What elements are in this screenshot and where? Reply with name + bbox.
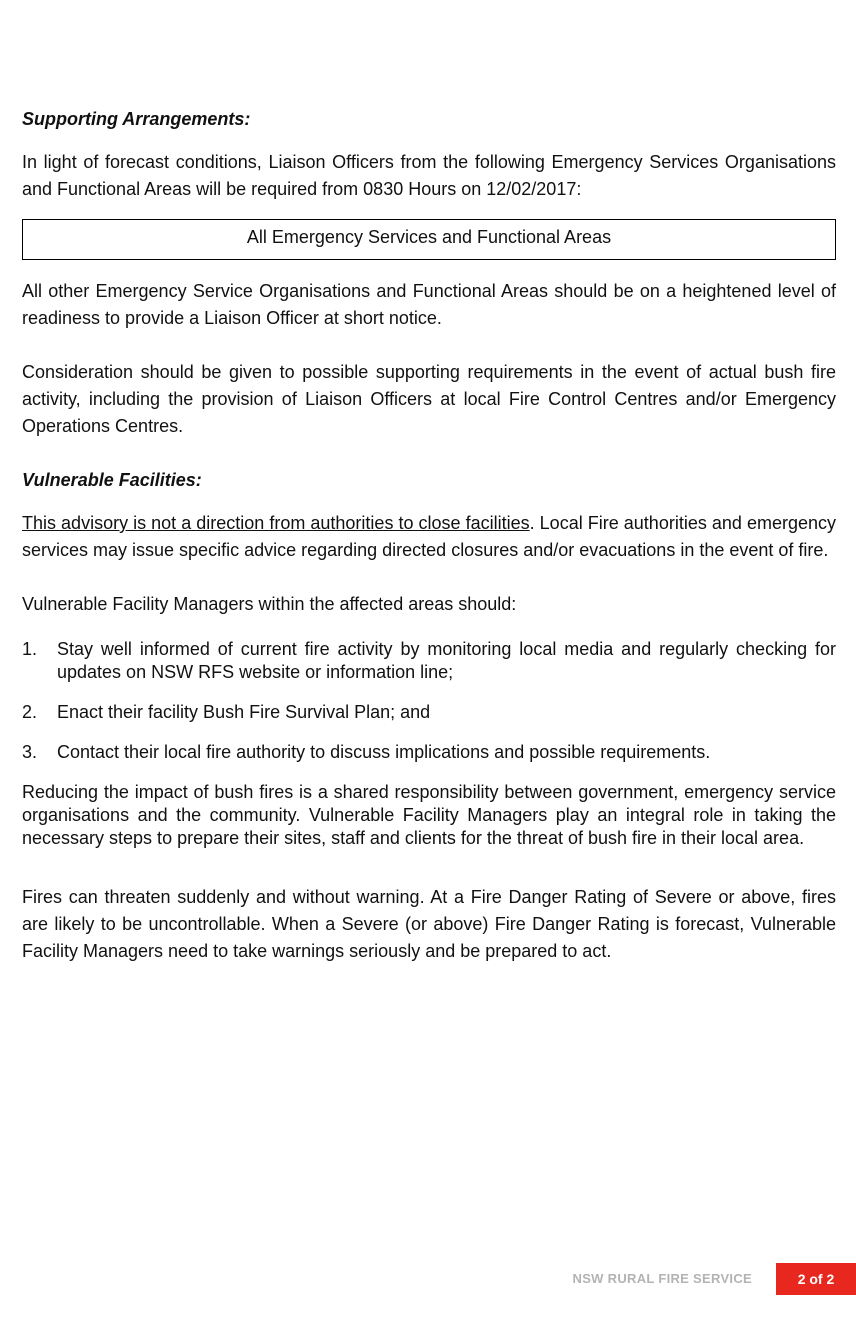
list-item-number: 1. bbox=[22, 639, 38, 659]
consideration-paragraph: Consideration should be given to possible supporting requirements in the event of actual bush fire activity, including the provision of Liaison Officers at local Fire Control Centres and/or Emergency Operations Centres. bbox=[22, 362, 836, 436]
advisory-paragraph bbox=[22, 510, 836, 564]
footer-organisation-name: NSW RURAL FIRE SERVICE bbox=[572, 1271, 752, 1286]
footer-page-number: 2 of 2 bbox=[776, 1263, 856, 1295]
list-item bbox=[22, 701, 836, 724]
liaison-areas-box: All Emergency Services and Functional Areas bbox=[22, 219, 836, 260]
readiness-paragraph: All other Emergency Service Organisations and Functional Areas should be on a heightened level of readiness to provide a Liaison Officer at short notice. bbox=[22, 281, 836, 328]
fires-threaten-paragraph: Fires can threaten suddenly and without warning. At a Fire Danger Rating of Severe or above, fires are likely to be uncontrollable. When a Severe (or above) Fire Danger Rating is forecast, Vulnerable Facility Managers need to take warnings seriously and be prepared to act. bbox=[22, 887, 836, 961]
managers-action-list bbox=[22, 638, 836, 764]
managers-intro-paragraph: Vulnerable Facility Managers within the affected areas should: bbox=[22, 594, 517, 614]
list-item bbox=[22, 638, 836, 684]
supporting-arrangements-heading: Supporting Arrangements: bbox=[22, 109, 251, 129]
list-item-number: 2. bbox=[22, 702, 38, 722]
list-item bbox=[22, 741, 836, 764]
list-item-number: 3. bbox=[22, 742, 38, 762]
list-item-text: Stay well informed of current fire activity by monitoring local media and regularly checking for updates on NSW RFS website or information line; bbox=[57, 639, 836, 682]
advisory-rest-text: . Local Fire authorities and emergency services may issue specific advice regarding directed closures and/or evacuations in the event of fire. bbox=[22, 513, 836, 560]
vulnerable-facilities-heading: Vulnerable Facilities: bbox=[22, 470, 202, 490]
list-item-text: Contact their local fire authority to discuss implications and possible requirements. bbox=[57, 742, 711, 762]
shared-responsibility-paragraph: Reducing the impact of bush fires is a shared responsibility between government, emergency service organisations and the community. Vulnerable Facility Managers play an integral role in taking the necessary steps to prepare their sites, staff and clients for the threat of bush fire in their local area. bbox=[22, 782, 836, 848]
list-item-text: Enact their facility Bush Fire Survival Plan; and bbox=[57, 702, 431, 722]
document-page bbox=[22, 106, 836, 992]
supporting-intro-paragraph: In light of forecast conditions, Liaison Officers from the following Emergency Services Organisations and Functional Areas will be required from 0830 Hours on 12/02/2017: bbox=[22, 152, 836, 199]
page-footer bbox=[0, 1263, 856, 1295]
advisory-underlined-text: This advisory is not a direction from authorities to close facilities bbox=[22, 513, 530, 533]
